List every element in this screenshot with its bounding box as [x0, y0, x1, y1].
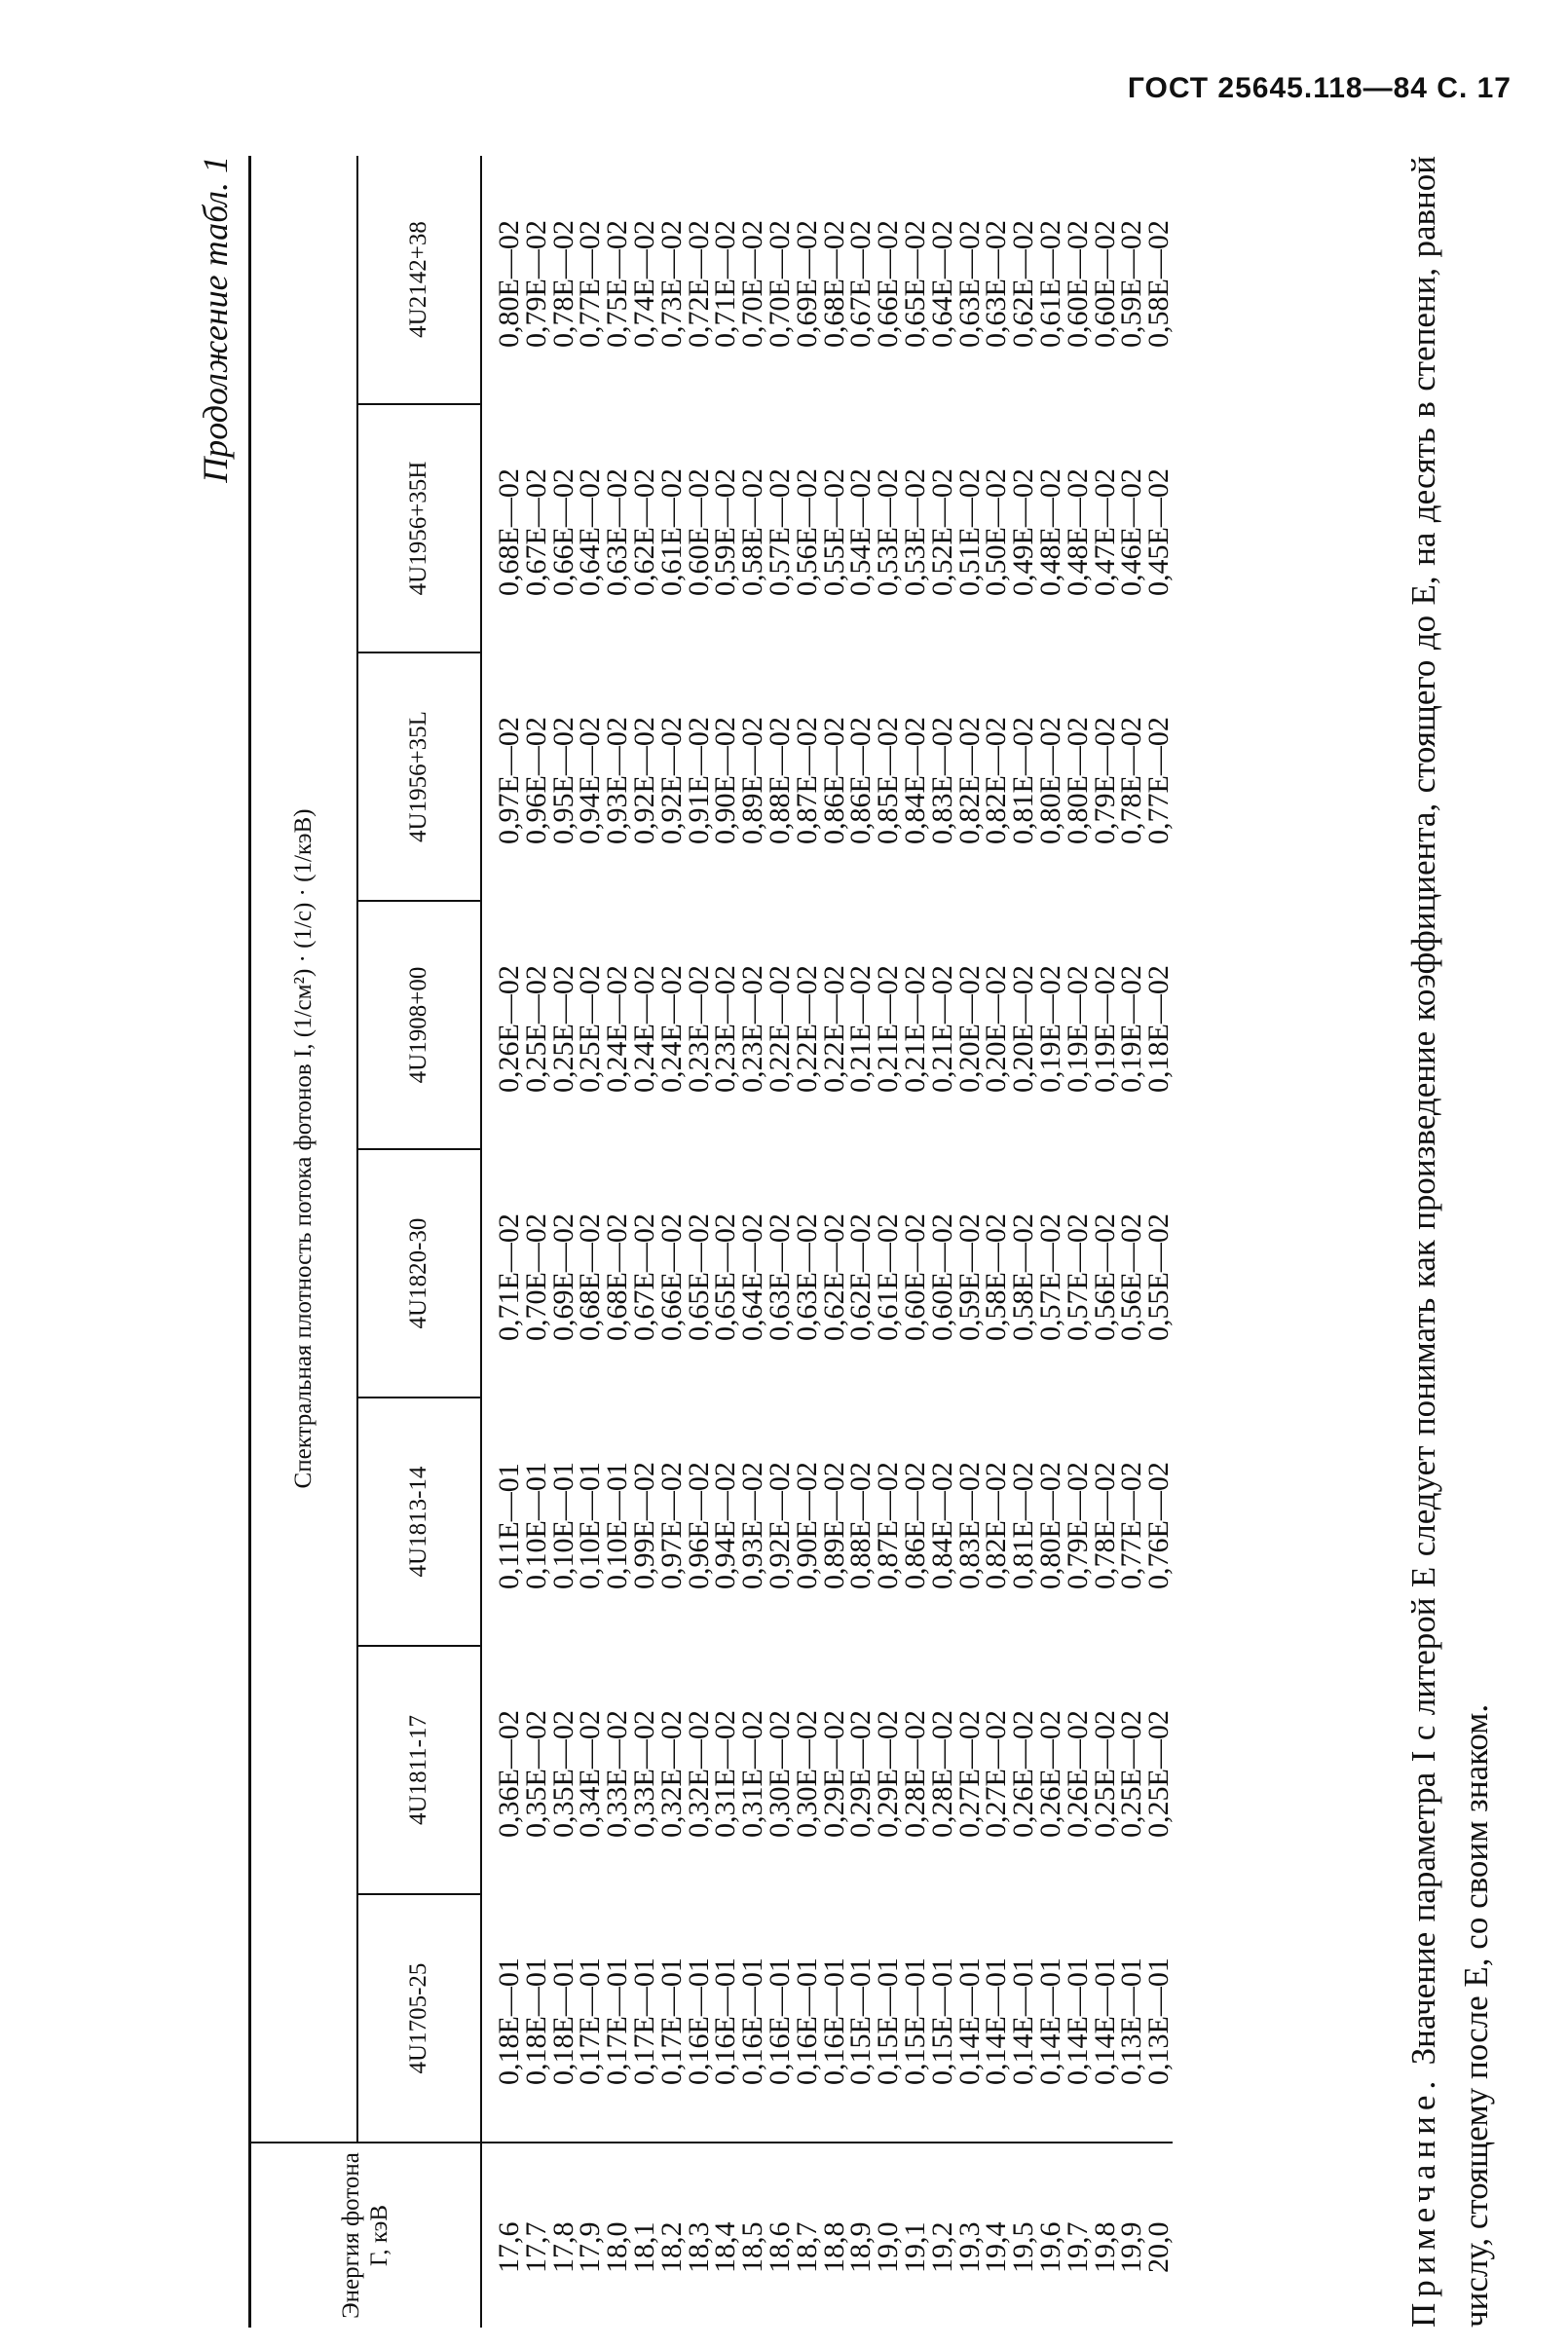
value-cell: 0,46E—02	[1115, 468, 1148, 596]
value-cell: 0,30E—02	[763, 1710, 796, 1838]
value-cell: 0,79E—02	[519, 220, 552, 348]
value-cell: 0,22E—02	[790, 965, 823, 1093]
table-row	[902, 156, 929, 2328]
value-cell: 0,17E—01	[654, 1957, 688, 2085]
note-label: Примечание.	[1404, 2074, 1442, 2328]
page-header: ГОСТ 25645.118—84 С. 17	[1127, 72, 1512, 104]
value-cell: 0,87E—02	[872, 1462, 905, 1589]
energy-cell: 18,1	[631, 2143, 658, 2328]
value-cell: 0,25E—02	[574, 965, 607, 1093]
table-row	[523, 156, 550, 2328]
value-cell: 0,14E—01	[1088, 1957, 1121, 2085]
value-cell: 0,68E—02	[817, 220, 850, 348]
value-cell: 0,64E—02	[574, 468, 607, 596]
value-cell: 0,68E—02	[493, 468, 525, 596]
value-cell: 0,60E—02	[1088, 220, 1121, 348]
spectral-density-table	[248, 156, 1176, 2328]
value-cell: 0,60E—02	[898, 1213, 931, 1341]
value-cell: 0,21E—02	[872, 965, 905, 1093]
value-cell: 0,61E—02	[1033, 220, 1066, 348]
table-row	[1010, 156, 1037, 2328]
value-cell: 0,61E—02	[872, 1213, 905, 1341]
continuation-title: Продолжение табл. 1	[196, 156, 235, 483]
value-cell: 0,10E—01	[546, 1462, 579, 1589]
column-header: 4U1813-14	[357, 1398, 481, 1646]
value-cell: 0,97E—02	[654, 1462, 688, 1589]
value-cell: 0,18E—02	[1142, 965, 1176, 1093]
value-cell: 0,65E—02	[682, 1213, 715, 1341]
column-headers	[357, 156, 481, 2328]
value-cell: 0,24E—02	[654, 965, 688, 1093]
value-cell: 0,59E—02	[952, 1213, 986, 1341]
value-cell: 0,67E—02	[519, 468, 552, 596]
value-cell: 0,14E—01	[1033, 1957, 1066, 2085]
value-cell: 0,92E—02	[627, 717, 660, 844]
value-cell: 0,25E—02	[1115, 1710, 1148, 1838]
value-cell: 0,75E—02	[601, 220, 634, 348]
value-cell: 0,68E—02	[601, 1213, 634, 1341]
value-cell: 0,76E—02	[1142, 1462, 1176, 1589]
value-cell: 0,36E—02	[493, 1710, 525, 1838]
value-cell: 0,53E—02	[872, 468, 905, 596]
value-cell: 0,80E—02	[493, 220, 525, 348]
value-cell: 0,90E—02	[790, 1462, 823, 1589]
value-cell: 0,14E—01	[980, 1957, 1013, 2085]
value-cell: 0,80E—02	[1061, 717, 1094, 844]
value-cell: 0,16E—01	[709, 1957, 742, 2085]
table-row	[794, 156, 821, 2328]
value-cell: 0,59E—02	[709, 468, 742, 596]
group-header: Спектральная плотность потока фотонов I, (1/см²) · (1/с) · (1/кэВ)	[250, 156, 358, 2143]
table-row	[577, 156, 604, 2328]
value-cell: 0,87E—02	[790, 717, 823, 844]
energy-column-header: Энергия фотона Γ, кэВ	[250, 2143, 482, 2328]
value-cell: 0,10E—01	[601, 1462, 634, 1589]
value-cell: 0,29E—02	[872, 1710, 905, 1838]
value-cell: 0,26E—02	[493, 965, 525, 1093]
value-cell: 0,56E—02	[1115, 1213, 1148, 1341]
value-cell: 0,19E—02	[1033, 965, 1066, 1093]
value-cell: 0,60E—02	[925, 1213, 958, 1341]
value-cell: 0,57E—02	[1033, 1213, 1066, 1341]
value-cell: 0,63E—02	[790, 1213, 823, 1341]
value-cell: 0,19E—02	[1115, 965, 1148, 1093]
value-cell: 0,53E—02	[898, 468, 931, 596]
energy-cell: 18,6	[766, 2143, 794, 2328]
value-cell: 0,10E—01	[574, 1462, 607, 1589]
value-cell: 0,17E—01	[627, 1957, 660, 2085]
value-cell: 0,55E—02	[1142, 1213, 1176, 1341]
value-cell: 0,58E—02	[1142, 220, 1176, 348]
value-cell: 0,84E—02	[898, 717, 931, 844]
value-cell: 0,14E—01	[1061, 1957, 1094, 2085]
energy-cell: 19,4	[983, 2143, 1010, 2328]
value-cell: 0,78E—02	[546, 220, 579, 348]
table-row	[1037, 156, 1064, 2328]
value-cell: 0,25E—02	[1088, 1710, 1121, 1838]
value-cell: 0,48E—02	[1033, 468, 1066, 596]
value-cell: 0,25E—02	[1142, 1710, 1176, 1838]
value-cell: 0,77E—02	[1115, 1462, 1148, 1589]
value-cell: 0,71E—02	[709, 220, 742, 348]
value-cell: 0,20E—02	[1007, 965, 1040, 1093]
value-cell: 0,16E—01	[736, 1957, 769, 2085]
value-cell: 0,30E—02	[790, 1710, 823, 1838]
value-cell: 0,66E—02	[546, 468, 579, 596]
value-cell: 0,84E—02	[925, 1462, 958, 1589]
value-cell: 0,28E—02	[898, 1710, 931, 1838]
value-cell: 0,13E—01	[1115, 1957, 1148, 2085]
value-cell: 0,89E—02	[817, 1462, 850, 1589]
table-row	[1118, 156, 1145, 2328]
value-cell: 0,96E—02	[519, 717, 552, 844]
energy-cell: 19,2	[929, 2143, 956, 2328]
column-header: 4U1811-17	[357, 1646, 481, 1894]
value-cell: 0,20E—02	[980, 965, 1013, 1093]
value-cell: 0,18E—01	[546, 1957, 579, 2085]
column-header: 4U1908+00	[357, 901, 481, 1149]
value-cell: 0,82E—02	[952, 717, 986, 844]
value-cell: 0,32E—02	[654, 1710, 688, 1838]
value-cell: 0,54E—02	[844, 468, 877, 596]
value-cell: 0,62E—02	[844, 1213, 877, 1341]
value-cell: 0,93E—02	[736, 1462, 769, 1589]
note-text: Значение параметра I с литерой E следует понимать как произведение коэффициента, стоящего до E, на десять в степени, равной числу, стоящему после E, со своим знаком.	[1404, 155, 1495, 2328]
value-cell: 0,55E—02	[817, 468, 850, 596]
column-header: 4U1956+35L	[357, 652, 481, 901]
value-cell: 0,21E—02	[898, 965, 931, 1093]
value-cell: 0,66E—02	[654, 1213, 688, 1341]
value-cell: 0,81E—02	[1007, 1462, 1040, 1589]
value-cell: 0,63E—02	[952, 220, 986, 348]
value-cell: 0,34E—02	[574, 1710, 607, 1838]
value-cell: 0,78E—02	[1088, 1462, 1121, 1589]
energy-cell: 18,0	[604, 2143, 631, 2328]
value-cell: 0,15E—01	[872, 1957, 905, 2085]
value-cell: 0,16E—01	[682, 1957, 715, 2085]
value-cell: 0,48E—02	[1061, 468, 1094, 596]
value-cell: 0,93E—02	[601, 717, 634, 844]
value-cell: 0,83E—02	[925, 717, 958, 844]
table-row	[631, 156, 658, 2328]
energy-cell: 17,9	[577, 2143, 604, 2328]
value-cell: 0,69E—02	[790, 220, 823, 348]
energy-cell: 18,8	[821, 2143, 848, 2328]
energy-cell: 18,2	[658, 2143, 686, 2328]
value-cell: 0,24E—02	[627, 965, 660, 1093]
value-cell: 0,91E—02	[682, 717, 715, 844]
table-row	[712, 156, 739, 2328]
value-cell: 0,49E—02	[1007, 468, 1040, 596]
value-cell: 0,86E—02	[844, 717, 877, 844]
value-cell: 0,33E—02	[601, 1710, 634, 1838]
value-cell: 0,14E—01	[1007, 1957, 1040, 2085]
value-cell: 0,80E—02	[1033, 1462, 1066, 1589]
value-cell: 0,88E—02	[844, 1462, 877, 1589]
rotated-table-block	[190, 156, 1549, 2328]
value-cell: 0,58E—02	[1007, 1213, 1040, 1341]
value-cell: 0,64E—02	[925, 220, 958, 348]
energy-cell: 20,0	[1145, 2143, 1173, 2328]
value-cell: 0,81E—02	[1007, 717, 1040, 844]
value-cell: 0,58E—02	[736, 468, 769, 596]
value-cell: 0,62E—02	[1007, 220, 1040, 348]
value-cell: 0,79E—02	[1061, 1462, 1094, 1589]
energy-cell: 18,4	[712, 2143, 739, 2328]
value-cell: 0,64E—02	[736, 1213, 769, 1341]
table-row	[821, 156, 848, 2328]
value-cell: 0,22E—02	[817, 965, 850, 1093]
energy-cell: 19,9	[1118, 2143, 1145, 2328]
value-cell: 0,15E—01	[844, 1957, 877, 2085]
column-header: 4U1705-25	[357, 1894, 481, 2143]
table-row	[1145, 156, 1173, 2328]
value-cell: 0,27E—02	[952, 1710, 986, 1838]
value-cell: 0,31E—02	[709, 1710, 742, 1838]
value-cell: 0,60E—02	[1061, 220, 1094, 348]
value-cell: 0,26E—02	[1061, 1710, 1094, 1838]
value-cell: 0,82E—02	[980, 1462, 1013, 1589]
value-cell: 0,57E—02	[763, 468, 796, 596]
table-note	[1398, 156, 1503, 2328]
value-cell: 0,45E—02	[1142, 468, 1176, 596]
value-cell: 0,79E—02	[1088, 717, 1121, 844]
value-cell: 0,17E—01	[574, 1957, 607, 2085]
value-cell: 0,82E—02	[980, 717, 1013, 844]
value-cell: 0,51E—02	[952, 468, 986, 596]
value-cell: 0,86E—02	[817, 717, 850, 844]
value-cell: 0,23E—02	[709, 965, 742, 1093]
value-cell: 0,29E—02	[817, 1710, 850, 1838]
value-cell: 0,70E—02	[763, 220, 796, 348]
value-cell: 0,17E—01	[601, 1957, 634, 2085]
value-cell: 0,77E—02	[574, 220, 607, 348]
value-cell: 0,13E—01	[1142, 1957, 1176, 2085]
value-cell: 0,83E—02	[952, 1462, 986, 1589]
value-cell: 0,23E—02	[736, 965, 769, 1093]
value-cell: 0,65E—02	[709, 1213, 742, 1341]
value-cell: 0,97E—02	[493, 717, 525, 844]
value-cell: 0,57E—02	[1061, 1213, 1094, 1341]
value-cell: 0,19E—02	[1061, 965, 1094, 1093]
value-cell: 0,18E—01	[493, 1957, 525, 2085]
energy-cell: 18,3	[686, 2143, 713, 2328]
value-cell: 0,28E—02	[925, 1710, 958, 1838]
value-cell: 0,86E—02	[898, 1462, 931, 1589]
value-cell: 0,23E—02	[682, 965, 715, 1093]
energy-cell: 19,0	[875, 2143, 902, 2328]
value-cell: 0,26E—02	[1033, 1710, 1066, 1838]
value-cell: 0,74E—02	[627, 220, 660, 348]
value-cell: 0,62E—02	[817, 1213, 850, 1341]
table-row	[658, 156, 686, 2328]
value-cell: 0,80E—02	[1033, 717, 1066, 844]
value-cell: 0,62E—02	[627, 468, 660, 596]
value-cell: 0,70E—02	[736, 220, 769, 348]
energy-cell: 19,1	[902, 2143, 929, 2328]
value-cell: 0,22E—02	[763, 965, 796, 1093]
value-cell: 0,96E—02	[682, 1462, 715, 1589]
table-row	[1092, 156, 1119, 2328]
value-cell: 0,72E—02	[682, 220, 715, 348]
value-cell: 0,11E—01	[493, 1463, 525, 1589]
value-cell: 0,50E—02	[980, 468, 1013, 596]
value-cell: 0,94E—02	[709, 1462, 742, 1589]
value-cell: 0,73E—02	[654, 220, 688, 348]
value-cell: 0,63E—02	[980, 220, 1013, 348]
value-cell: 0,92E—02	[763, 1462, 796, 1589]
value-cell: 0,69E—02	[546, 1213, 579, 1341]
value-cell: 0,35E—02	[546, 1710, 579, 1838]
value-cell: 0,66E—02	[872, 220, 905, 348]
value-cell: 0,52E—02	[925, 468, 958, 596]
energy-cell: 17,6	[481, 2143, 523, 2328]
value-cell: 0,70E—02	[519, 1213, 552, 1341]
value-cell: 0,59E—02	[1115, 220, 1148, 348]
value-cell: 0,29E—02	[844, 1710, 877, 1838]
value-cell: 0,14E—01	[952, 1957, 986, 2085]
value-cell: 0,63E—02	[763, 1213, 796, 1341]
table-row	[686, 156, 713, 2328]
table-row	[847, 156, 875, 2328]
value-cell: 0,78E—02	[1115, 717, 1148, 844]
energy-cell: 19,3	[956, 2143, 984, 2328]
value-cell: 0,10E—01	[519, 1462, 552, 1589]
energy-cell: 17,8	[550, 2143, 578, 2328]
value-cell: 0,77E—02	[1142, 717, 1176, 844]
value-cell: 0,56E—02	[1088, 1213, 1121, 1341]
value-cell: 0,25E—02	[546, 965, 579, 1093]
energy-cell: 19,8	[1092, 2143, 1119, 2328]
value-cell: 0,88E—02	[763, 717, 796, 844]
column-header: 4U2142+38	[357, 156, 481, 404]
value-cell: 0,19E—02	[1088, 965, 1121, 1093]
column-header: 4U1820-30	[357, 1149, 481, 1398]
value-cell: 0,95E—02	[546, 717, 579, 844]
value-cell: 0,90E—02	[709, 717, 742, 844]
value-cell: 0,21E—02	[925, 965, 958, 1093]
table-row	[550, 156, 578, 2328]
value-cell: 0,33E—02	[627, 1710, 660, 1838]
value-cell: 0,20E—02	[952, 965, 986, 1093]
value-cell: 0,89E—02	[736, 717, 769, 844]
value-cell: 0,26E—02	[1007, 1710, 1040, 1838]
value-cell: 0,67E—02	[844, 220, 877, 348]
value-cell: 0,16E—01	[763, 1957, 796, 2085]
value-cell: 0,99E—02	[627, 1462, 660, 1589]
value-cell: 0,56E—02	[790, 468, 823, 596]
value-cell: 0,47E—02	[1088, 468, 1121, 596]
value-cell: 0,24E—02	[601, 965, 634, 1093]
column-header: 4U1956+35H	[357, 404, 481, 652]
value-cell: 0,16E—01	[817, 1957, 850, 2085]
value-cell: 0,67E—02	[627, 1213, 660, 1341]
energy-cell: 17,7	[523, 2143, 550, 2328]
value-cell: 0,18E—01	[519, 1957, 552, 2085]
value-cell: 0,21E—02	[844, 965, 877, 1093]
energy-cell: 19,7	[1064, 2143, 1092, 2328]
value-cell: 0,61E—02	[654, 468, 688, 596]
energy-cell: 19,5	[1010, 2143, 1037, 2328]
value-cell: 0,15E—01	[925, 1957, 958, 2085]
energy-cell: 18,5	[739, 2143, 766, 2328]
table-row	[604, 156, 631, 2328]
table-row	[481, 156, 523, 2328]
energy-cell: 18,9	[847, 2143, 875, 2328]
value-cell: 0,71E—02	[493, 1213, 525, 1341]
energy-cell: 18,7	[794, 2143, 821, 2328]
table-row	[929, 156, 956, 2328]
value-cell: 0,16E—01	[790, 1957, 823, 2085]
table-row	[875, 156, 902, 2328]
table-row	[1064, 156, 1092, 2328]
value-cell: 0,60E—02	[682, 468, 715, 596]
value-cell: 0,32E—02	[682, 1710, 715, 1838]
table-row	[983, 156, 1010, 2328]
value-cell: 0,94E—02	[574, 717, 607, 844]
value-cell: 0,58E—02	[980, 1213, 1013, 1341]
value-cell: 0,92E—02	[654, 717, 688, 844]
value-cell: 0,68E—02	[574, 1213, 607, 1341]
value-cell: 0,15E—01	[898, 1957, 931, 2085]
value-cell: 0,31E—02	[736, 1710, 769, 1838]
value-cell: 0,63E—02	[601, 468, 634, 596]
energy-cell: 19,6	[1037, 2143, 1064, 2328]
table-row	[956, 156, 984, 2328]
value-cell: 0,25E—02	[519, 965, 552, 1093]
value-cell: 0,65E—02	[898, 220, 931, 348]
table-row	[766, 156, 794, 2328]
value-cell: 0,35E—02	[519, 1710, 552, 1838]
value-cell: 0,27E—02	[980, 1710, 1013, 1838]
value-cell: 0,85E—02	[872, 717, 905, 844]
table-row	[739, 156, 766, 2328]
